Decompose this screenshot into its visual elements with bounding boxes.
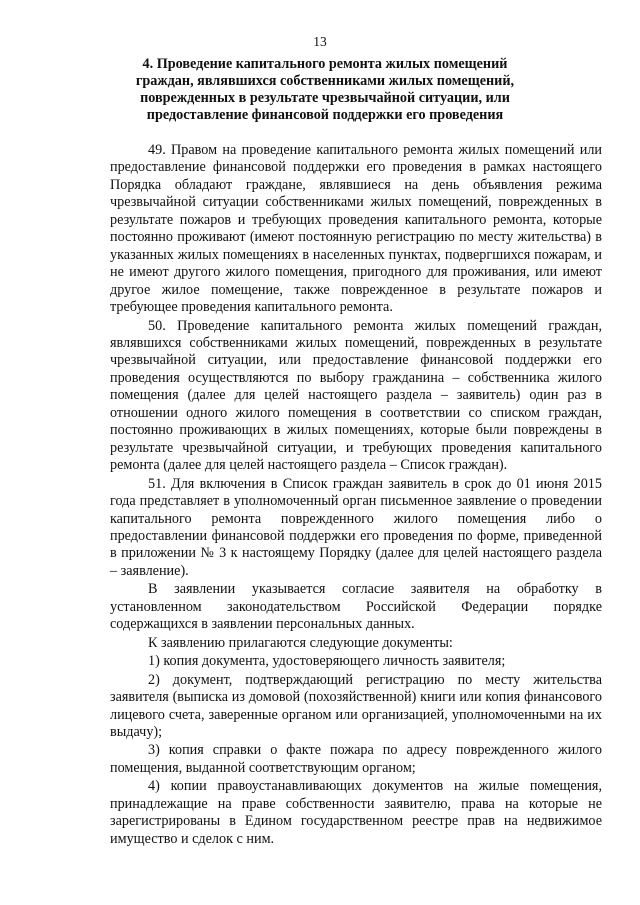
list-item-3: 3) копия справки о факте пожара по адресу поврежденного жилого помещения, выданной соответствующим органом; [110,742,602,776]
list-item-1: 1) копия документа, удостоверяющего личность заявителя; [148,653,506,670]
paragraph-51: 51. Для включения в Список граждан заявитель в срок до 01 июня 2015 года представляет в уполномоченный орган письменное заявление о проведении капитального ремонта поврежденного жилого помещения либо о предоставлении финансовой поддержки его проведения по форме, приведенной в приложении № 3 к настоящему Порядку (далее для целей настоящего раздела – заявление). [110,475,602,579]
paragraph-50: 50. Проведение капитального ремонта жилых помещений граждан, являвшихся собственниками жилых помещений, поврежденных в результате чрезвычайной ситуации, или предоставление финансовой поддержки его проведения осуществляются по выбору гражданина – собственника жилого помещения (далее для целей настоящего раздела – заявитель) один раз в отношении одного жилого помещения в соответствии со списком граждан, постоянно проживающих в жилых помещениях, которые были повреждены в результате чрезвычайной ситуации, и требующих проведения капитального ремонта (далее для целей настоящего раздела – Список граждан). [110,317,602,474]
list-item-4: 4) копии правоустанавливающих документов на жилые помещения, принадлежащие на праве собственности заявителю, права на которые не зарегистрированы в Едином государственном реестре прав на недвижимое имущество и сделок с ним. [110,778,602,847]
page-number: 13 [313,34,327,49]
paragraph-49: 49. Правом на проведение капитального ремонта жилых помещений или предоставление финансовой поддержки его проведения в рамках настоящего Порядка обладают граждане, являвшиеся на день объявления режима чрезвычайной ситуации собственниками жилых помещений, поврежденных в результате пожаров и требующих проведения капитального ремонта, которые постоянно проживают (имеют постоянную регистрацию по месту жительства) в указанных жилых помещениях в населенных пунктах, подвергшихся пожарам, и не имеют другого жилого помещения, пригодного для проживания, или имеют другое жилое помещение, также поврежденное в результате пожаров и требующее проведения капитального ремонта. [110,142,602,316]
list-item-2: 2) документ, подтверждающий регистрацию по месту жительства заявителя (выписка из домовой (похозяйственной) книги или копия финансового лицевого счета, заверенные органом или организацией, уполномоченными на их выдачу); [110,671,602,740]
paragraph-consent: В заявлении указывается согласие заявителя на обработку в установленном законодательством Российской Федерации порядке содержащихся в заявлении персональных данных. [110,581,602,633]
document-body [110,142,602,848]
paragraph-documents-intro: К заявлению прилагаются следующие документы: [148,634,453,651]
section-title: 4. Проведение капитального ремонта жилых помещений граждан, являвшихся собственниками жилых помещений, поврежденных в результате чрезвычайной ситуации, или предоставление финансовой поддержки его проведения [135,56,515,123]
